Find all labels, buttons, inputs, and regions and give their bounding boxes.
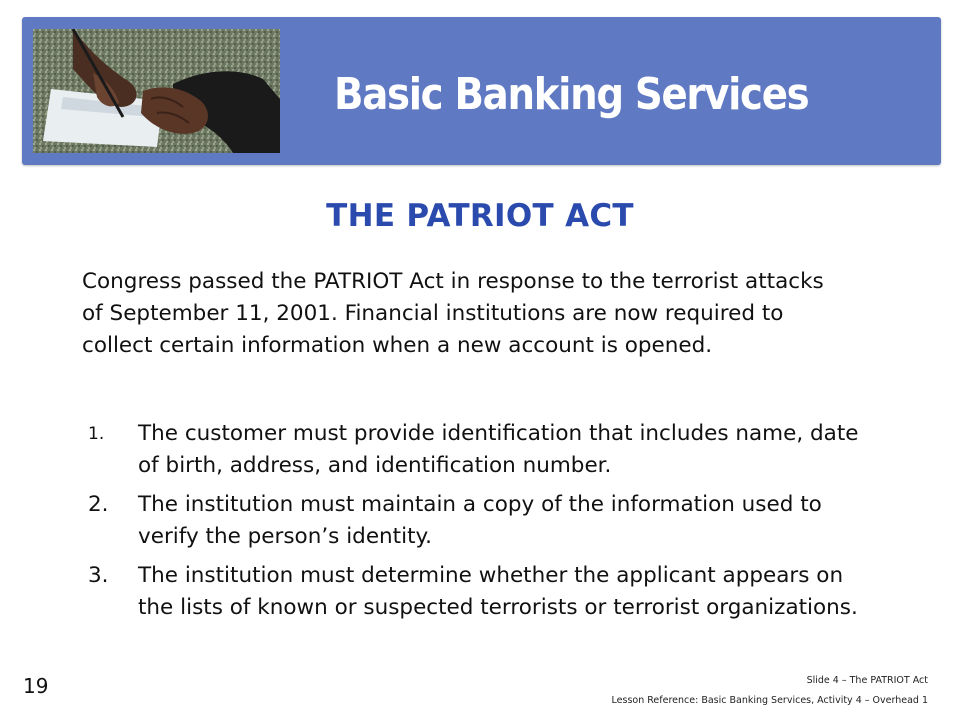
footer <box>612 671 928 711</box>
list-item-number: 1. <box>88 424 105 444</box>
intro-paragraph: Congress passed the PATRIOT Act in response to the terrorist attacks of September 11, 2001. Financial institutions are now required to collect certain information when a new account is opened. <box>82 269 824 358</box>
list-item <box>82 560 882 624</box>
footer-slide-label: Slide 4 – The PATRIOT Act <box>806 675 928 686</box>
footer-lesson-reference: Lesson Reference: Basic Banking Services, Activity 4 – Overhead 1 <box>611 695 928 706</box>
page-number: 19 <box>23 674 49 698</box>
list-item <box>82 418 882 482</box>
requirements-list <box>82 418 882 631</box>
header-banner <box>22 17 941 165</box>
list-item-number: 3. <box>88 563 109 588</box>
list-item-text: The customer must provide identification that includes name, date of birth, address, and identification number. <box>138 421 859 478</box>
hands-signing-check-image <box>33 29 280 153</box>
list-item-text: The institution must maintain a copy of the information used to verify the person’s identity. <box>138 492 822 549</box>
banner-title: Basic Banking Services <box>334 69 809 120</box>
list-item-text: The institution must determine whether the applicant appears on the lists of known or suspected terrorists or terrorist organizations. <box>138 563 858 620</box>
slide-title: THE PATRIOT ACT <box>326 198 634 234</box>
banner-photo <box>33 29 280 153</box>
list-item-number: 2. <box>88 492 109 517</box>
list-item <box>82 489 882 553</box>
